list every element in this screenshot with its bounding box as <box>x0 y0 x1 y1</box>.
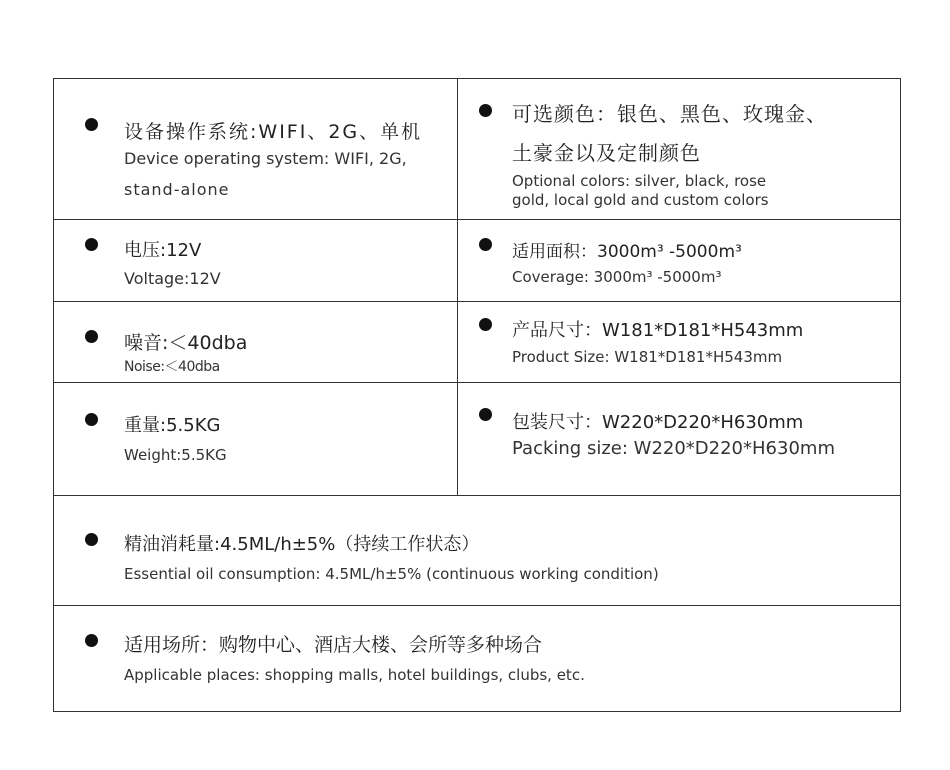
spec-cell-places <box>54 606 900 711</box>
spec-cell-voltage <box>54 220 457 301</box>
spec-table <box>53 78 901 712</box>
spec-weight-en: Weight:5.5KG <box>124 446 227 464</box>
spec-os-en-line1: Device operating system: WIFI, 2G, <box>124 149 407 168</box>
spec-os-zh: 设备操作系统:WIFI、2G、单机 <box>124 121 423 143</box>
spec-coverage-zh: 适用面积：3000m³ -5000m³ <box>512 242 742 262</box>
spec-oil-zh: 精油消耗量:4.5ML/h±5%（持续工作状态） <box>124 534 480 555</box>
bullet-icon <box>479 104 492 117</box>
spec-voltage-zh: 电压:12V <box>124 240 202 261</box>
spec-cell-colors <box>458 79 900 219</box>
spec-places-en: Applicable places: shopping malls, hotel buildings, clubs, etc. <box>124 666 585 684</box>
spec-os-en-line2: stand-alone <box>124 180 230 199</box>
spec-coverage-en: Coverage: 3000m³ -5000m³ <box>512 268 722 286</box>
bullet-icon <box>85 533 98 546</box>
bullet-icon <box>85 330 98 343</box>
spec-voltage-en: Voltage:12V <box>124 269 221 288</box>
spec-places-zh: 适用场所：购物中心、酒店大楼、会所等多种场合 <box>124 634 543 656</box>
spec-colors-zh-line2: 土豪金以及定制颜色 <box>512 141 701 165</box>
spec-cell-os <box>54 79 457 219</box>
spec-cell-noise <box>54 302 457 382</box>
spec-noise-en: Noise:＜40dba <box>124 359 220 375</box>
spec-colors-en-line2: gold, local gold and custom colors <box>512 191 769 209</box>
spec-weight-zh: 重量:5.5KG <box>124 415 221 436</box>
bullet-icon <box>85 238 98 251</box>
bullet-icon <box>85 118 98 131</box>
bullet-icon <box>85 413 98 426</box>
spec-product-size-en: Product Size: W181*D181*H543mm <box>512 348 783 366</box>
spec-packing-size-en: Packing size: W220*D220*H630mm <box>512 438 835 459</box>
spec-cell-packing-size <box>458 383 900 495</box>
spec-cell-weight <box>54 383 457 495</box>
spec-cell-coverage <box>458 220 900 301</box>
spec-product-size-zh: 产品尺寸：W181*D181*H543mm <box>512 320 804 341</box>
spec-oil-en: Essential oil consumption: 4.5ML/h±5% (continuous working condition) <box>124 565 659 583</box>
spec-colors-en-line1: Optional colors: silver, black, rose <box>512 172 767 190</box>
bullet-icon <box>479 318 492 331</box>
spec-cell-product-size <box>458 302 900 382</box>
bullet-icon <box>479 238 492 251</box>
spec-packing-size-zh: 包装尺寸：W220*D220*H630mm <box>512 412 804 433</box>
spec-colors-zh-line1: 可选颜色：银色、黑色、玫瑰金、 <box>512 102 827 126</box>
bullet-icon <box>85 634 98 647</box>
spec-cell-oil <box>54 496 900 605</box>
spec-noise-zh: 噪音:＜40dba <box>124 332 248 354</box>
bullet-icon <box>479 408 492 421</box>
